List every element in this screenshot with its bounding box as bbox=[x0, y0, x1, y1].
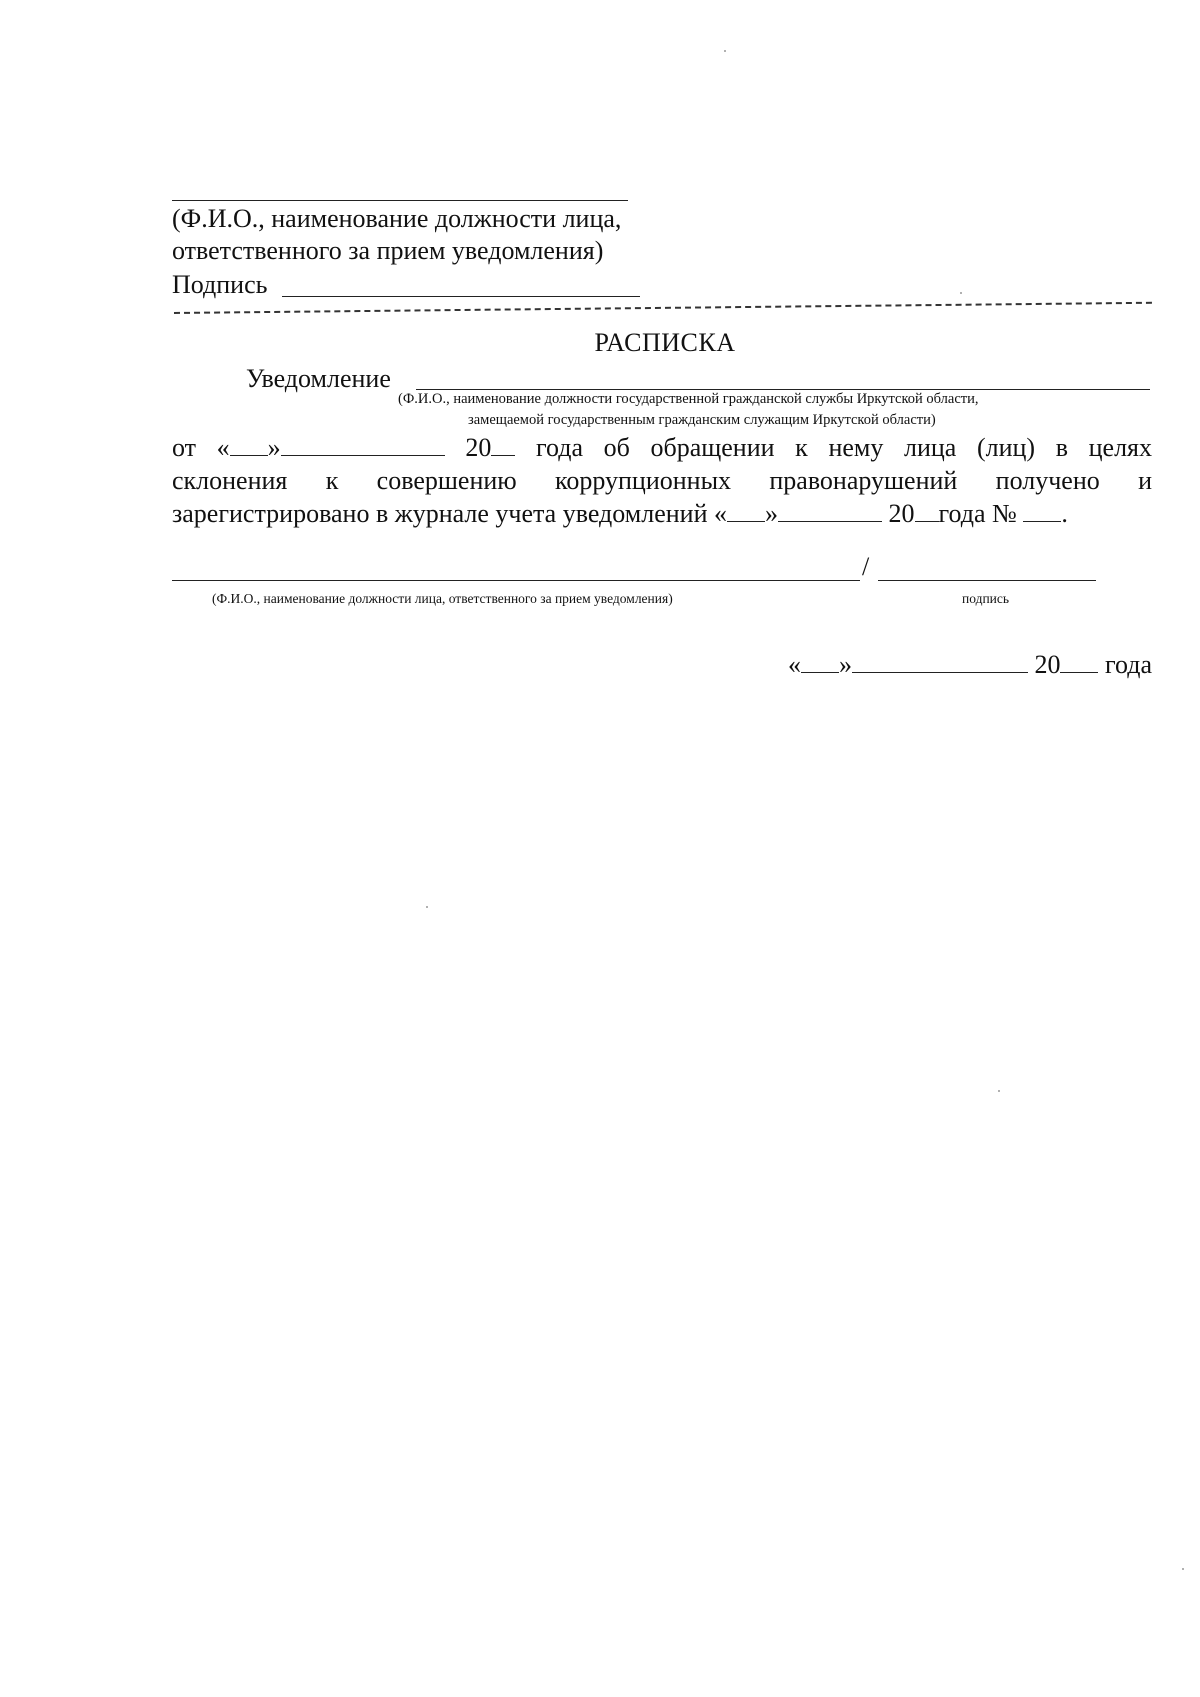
cut-line bbox=[174, 302, 1152, 314]
open-quote: « bbox=[714, 499, 727, 528]
date-day-blank bbox=[801, 650, 839, 673]
scan-speck bbox=[426, 906, 428, 908]
receipt-paragraph-line3 bbox=[172, 499, 1152, 529]
para-line1-text: года об обращении к нему лица (лиц) в целях bbox=[535, 433, 1153, 462]
name-position-line bbox=[172, 200, 628, 201]
scan-speck bbox=[998, 1090, 1000, 1092]
notice-hint-line1: (Ф.И.О., наименование должности государственной гражданской службы Иркутской области, bbox=[398, 391, 979, 407]
signature-line bbox=[282, 296, 640, 297]
para-line2-text: склонения к совершению коррупционных правонарушений получено и bbox=[172, 466, 1152, 495]
year-prefix: 20 bbox=[465, 433, 492, 462]
open-quote: « bbox=[216, 433, 230, 462]
reg-day-blank bbox=[727, 499, 765, 522]
responsible-person-line bbox=[172, 580, 860, 581]
notice-name-line bbox=[416, 389, 1150, 390]
reg-number-blank bbox=[1023, 499, 1061, 522]
responsible-hint: (Ф.И.О., наименование должности лица, ответственного за прием уведомления) bbox=[212, 591, 673, 606]
scan-speck bbox=[960, 292, 962, 294]
close-quote: » bbox=[267, 433, 281, 462]
receipt-title: РАСПИСКА bbox=[594, 328, 736, 357]
close-quote: » bbox=[838, 650, 852, 679]
date-year-word: года bbox=[1104, 650, 1152, 679]
notice-hint-line2: замещаемой государственным гражданским служащим Иркутской области) bbox=[468, 412, 936, 428]
year-field bbox=[465, 433, 515, 462]
reg-month-blank bbox=[778, 499, 882, 522]
date-year-prefix: 20 bbox=[1034, 650, 1061, 679]
month-blank bbox=[281, 433, 445, 456]
top-caption-line2: ответственного за прием уведомления) bbox=[172, 236, 604, 265]
scan-speck bbox=[1182, 1568, 1184, 1570]
close-quote: » bbox=[765, 499, 778, 528]
year-blank bbox=[491, 433, 515, 456]
signature-hint: подпись bbox=[962, 591, 1010, 606]
date-month-blank bbox=[852, 650, 1028, 673]
scan-speck bbox=[724, 50, 726, 52]
top-caption-line1: (Ф.И.О., наименование должности лица, bbox=[172, 204, 622, 233]
period: . bbox=[1061, 499, 1068, 528]
para-line3-text: зарегистрировано в журнале учета уведомлений bbox=[172, 499, 708, 528]
signature-label: Подпись bbox=[172, 270, 268, 299]
slash-separator: / bbox=[862, 552, 870, 581]
receipt-date-row bbox=[788, 650, 1152, 680]
date-year-blank bbox=[1060, 650, 1098, 673]
year-number-text: года № bbox=[938, 499, 1017, 528]
day-blank bbox=[230, 433, 268, 456]
receipt-paragraph-line2 bbox=[172, 466, 1152, 496]
notice-label: Уведомление bbox=[246, 364, 391, 393]
receipt-paragraph-line1 bbox=[172, 433, 1152, 463]
open-quote: « bbox=[787, 650, 801, 679]
date-field bbox=[217, 433, 445, 462]
reg-year-blank bbox=[915, 499, 939, 522]
from-word: от bbox=[172, 433, 197, 462]
responsible-signature-line bbox=[878, 580, 1096, 581]
reg-year-prefix: 20 bbox=[888, 499, 915, 528]
